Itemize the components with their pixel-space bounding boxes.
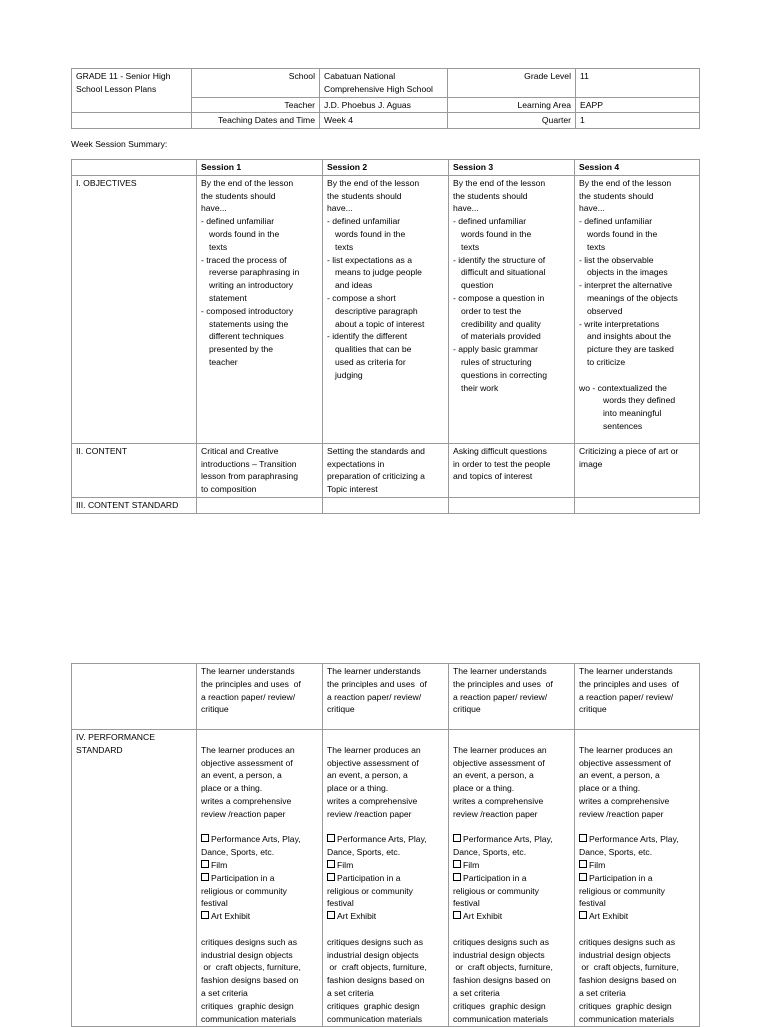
content-session-3 <box>449 443 575 497</box>
text-line: or craft objects, furniture, <box>579 962 679 973</box>
performance-standard-session-1 <box>197 730 323 1027</box>
checklist-text: Dance, Sports, etc. <box>327 847 401 858</box>
text-line: By the end of the lesson <box>579 177 672 188</box>
text-line: The learner understands <box>201 666 295 676</box>
text-line: Topic interest <box>327 484 378 495</box>
checklist-item <box>327 846 444 859</box>
text-line: order to test the <box>461 305 522 316</box>
content-standard-session-2 <box>323 664 449 730</box>
checkbox-icon <box>453 911 461 919</box>
text-line: place or a thing. <box>327 783 389 794</box>
text-line: - list expectations as a <box>327 254 413 265</box>
performance-standard-label: IV. PERFORMANCE STANDARD <box>72 730 197 1027</box>
checklist-text: Participation in a <box>463 872 527 883</box>
text-line: their work <box>461 382 499 393</box>
text-line: or craft objects, furniture, <box>327 962 427 973</box>
text-line: the students should <box>327 190 402 201</box>
text-line: a reaction paper/ review/ <box>201 691 296 702</box>
checkbox-icon <box>579 873 587 881</box>
text-line: The learner produces an <box>453 744 547 755</box>
checklist-text: Film <box>463 859 480 870</box>
checkbox-icon <box>579 911 587 919</box>
content-standard-session-1 <box>197 664 323 730</box>
checklist-item <box>579 833 695 846</box>
text-line: The learner understands <box>579 666 673 676</box>
text-line: review /reaction paper <box>579 808 664 819</box>
checklist-text: Participation in a <box>211 872 275 883</box>
text-line: credibility and quality <box>461 318 541 329</box>
text-line: place or a thing. <box>453 783 515 794</box>
checkbox-icon <box>201 860 209 868</box>
text-line: Asking difficult questions <box>453 445 547 456</box>
text-line: - list the observable <box>579 254 654 265</box>
checklist-item <box>327 833 444 846</box>
session-3-header: Session 3 <box>449 160 575 176</box>
week-session-summary-label: Week Session Summary: <box>71 139 168 149</box>
text-line: the students should <box>579 190 654 201</box>
text-line: difficult and situational <box>461 267 546 278</box>
dates-label: Teaching Dates and Time <box>192 113 320 129</box>
checklist-text: religious or community <box>579 885 665 896</box>
text-line: reverse paraphrasing in <box>209 267 300 278</box>
school-value: Cabatuan National Comprehensive High School <box>320 69 448 98</box>
teacher-value: J.D. Phoebus J. Aguas <box>320 97 448 113</box>
text-line: - compose a short <box>327 292 396 303</box>
checklist-item <box>453 910 570 923</box>
performance-standard-session-3 <box>449 730 575 1027</box>
standards-table <box>71 663 700 1027</box>
checklist-text: Participation in a <box>589 872 653 883</box>
session-2-header: Session 2 <box>323 160 449 176</box>
empty-cell <box>72 160 197 176</box>
checkbox-icon <box>201 834 209 842</box>
text-line: By the end of the lesson <box>327 177 420 188</box>
grade-level-value: 11 <box>576 69 700 98</box>
text-line: an event, a person, a <box>327 770 408 781</box>
text-line: writes a comprehensive <box>579 795 670 806</box>
content-session-2 <box>323 443 449 497</box>
checklist-item <box>327 897 444 910</box>
text-line: have... <box>201 203 227 214</box>
text-line: a reaction paper/ review/ <box>327 691 422 702</box>
text-line: and ideas <box>335 280 373 291</box>
text-line: words found in the <box>587 228 658 239</box>
text-line: critiques graphic design <box>201 1000 294 1011</box>
empty-cell <box>72 113 192 129</box>
text-line: critique <box>327 704 355 715</box>
text-line: about a topic of interest <box>335 318 425 329</box>
quarter-label: Quarter <box>448 113 576 129</box>
content-session-4 <box>575 443 700 497</box>
text-line: the principles and uses of <box>327 678 427 689</box>
text-line: critiques designs such as <box>201 936 298 947</box>
checklist-item <box>453 846 570 859</box>
checklist-item <box>327 872 444 885</box>
checklist-item <box>579 846 695 859</box>
checklist-text: Art Exhibit <box>337 911 377 922</box>
text-line: the principles and uses of <box>579 678 679 689</box>
text-line: communication materials <box>201 1013 297 1024</box>
text-line: introductions – Transition <box>201 458 297 469</box>
grade-title: GRADE 11 - Senior High School Lesson Plans <box>72 69 192 113</box>
text-line: preparation of criticizing a <box>327 471 425 482</box>
checklist-item <box>201 859 318 872</box>
checkbox-icon <box>453 860 461 868</box>
text-line: critique <box>453 704 481 715</box>
text-line: qualities that can be <box>335 344 412 355</box>
text-line: - defined unfamiliar <box>579 216 653 227</box>
checklist-text: Performance Arts, Play, <box>589 834 679 845</box>
learning-area-label: Learning Area <box>448 97 576 113</box>
text-line: have... <box>453 203 479 214</box>
text-line: rules of structuring <box>461 356 532 367</box>
checklist-item <box>201 897 318 910</box>
dates-value: Week 4 <box>320 113 448 129</box>
text-line: have... <box>327 203 353 214</box>
text-line: the principles and uses of <box>453 678 553 689</box>
checklist-item <box>201 872 318 885</box>
checklist-text: festival <box>327 898 354 909</box>
text-line: a set criteria <box>453 987 500 998</box>
text-line: and topics of interest <box>453 471 533 482</box>
text-line: teacher <box>209 356 238 367</box>
text-line: words found in the <box>209 228 280 239</box>
checklist-text: Dance, Sports, etc. <box>201 847 275 858</box>
empty-cell <box>323 497 449 513</box>
text-line: industrial design objects <box>579 949 671 960</box>
text-line: words they defined <box>603 395 676 406</box>
objectives-session-4 <box>575 175 700 443</box>
checkbox-icon <box>201 911 209 919</box>
text-line: or craft objects, furniture, <box>201 962 301 973</box>
text-line: words found in the <box>461 228 532 239</box>
text-line: picture they are tasked <box>587 344 674 355</box>
text-line: to criticize <box>587 356 626 367</box>
text-line: have... <box>579 203 605 214</box>
checklist-item <box>453 872 570 885</box>
checklist-text: Film <box>589 859 606 870</box>
content-standard-label: III. CONTENT STANDARD <box>72 497 197 513</box>
text-line: presented by the <box>209 344 274 355</box>
text-line: place or a thing. <box>579 783 641 794</box>
text-line: communication materials <box>453 1013 549 1024</box>
session-4-header: Session 4 <box>575 160 700 176</box>
text-line: used as criteria for <box>335 356 406 367</box>
text-line: texts <box>335 241 354 252</box>
checklist-item <box>579 872 695 885</box>
text-line: critiques designs such as <box>579 936 676 947</box>
objectives-session-1 <box>197 175 323 443</box>
text-line: critiques graphic design <box>579 1000 672 1011</box>
text-line: fashion designs based on <box>453 975 551 986</box>
checklist-text: Art Exhibit <box>589 911 629 922</box>
checkbox-icon <box>453 834 461 842</box>
checklist-item <box>327 885 444 898</box>
checkbox-icon <box>327 911 335 919</box>
session-1-header: Session 1 <box>197 160 323 176</box>
checklist-text: Performance Arts, Play, <box>463 834 553 845</box>
text-line: expectations in <box>327 458 385 469</box>
text-line: fashion designs based on <box>201 975 299 986</box>
text-line: Criticizing a piece of art or <box>579 445 679 456</box>
checklist-item <box>327 910 444 923</box>
text-line: objects in the images <box>587 267 668 278</box>
text-line: industrial design objects <box>327 949 419 960</box>
text-line: an event, a person, a <box>201 770 282 781</box>
objectives-session-2 <box>323 175 449 443</box>
empty-cell <box>575 497 700 513</box>
checklist-item <box>453 833 570 846</box>
text-line: sentences <box>603 420 643 431</box>
text-line: critiques graphic design <box>453 1000 546 1011</box>
checklist-item <box>579 897 695 910</box>
text-line: a set criteria <box>201 987 248 998</box>
text-line: of materials provided <box>461 331 541 342</box>
text-line: the students should <box>201 190 276 201</box>
grade-level-label: Grade Level <box>448 69 576 98</box>
text-line: - identify the different <box>327 331 408 342</box>
lesson-header-table <box>71 68 700 129</box>
learning-area-value: EAPP <box>576 97 700 113</box>
content-standard-session-3 <box>449 664 575 730</box>
text-line: - identify the structure of <box>453 254 546 265</box>
text-line: judging <box>335 369 363 380</box>
checklist-item <box>453 897 570 910</box>
text-line: question <box>461 280 494 291</box>
text-line: - defined unfamiliar <box>201 216 275 227</box>
text-line: - traced the process of <box>201 254 287 265</box>
checklist-item <box>579 859 695 872</box>
text-line: writes a comprehensive <box>201 795 292 806</box>
checklist-item <box>453 859 570 872</box>
text-line: - interpret the alternative <box>579 280 673 291</box>
checklist-item <box>579 910 695 923</box>
text-line: The learner understands <box>453 666 547 676</box>
text-line: texts <box>587 241 606 252</box>
text-line: writes a comprehensive <box>327 795 418 806</box>
text-line: a set criteria <box>579 987 626 998</box>
checklist-text: Art Exhibit <box>211 911 251 922</box>
text-line: wo - contextualized the <box>579 382 667 393</box>
performance-standard-session-4 <box>575 730 700 1027</box>
performance-standard-session-2 <box>323 730 449 1027</box>
text-line: communication materials <box>579 1013 675 1024</box>
checklist-item <box>201 846 318 859</box>
text-line: observed <box>587 305 623 316</box>
text-line: the students should <box>453 190 528 201</box>
checklist-item <box>201 833 318 846</box>
text-line: - apply basic grammar <box>453 344 539 355</box>
text-line: objective assessment of <box>327 757 419 768</box>
text-line: descriptive paragraph <box>335 305 418 316</box>
objectives-session-3 <box>449 175 575 443</box>
checklist-text: Participation in a <box>337 872 401 883</box>
text-line: By the end of the lesson <box>201 177 294 188</box>
text-line: texts <box>209 241 228 252</box>
text-line: review /reaction paper <box>453 808 538 819</box>
text-line: By the end of the lesson <box>453 177 546 188</box>
text-line: objective assessment of <box>201 757 293 768</box>
objectives-label: I. OBJECTIVES <box>72 175 197 443</box>
checkbox-icon <box>579 860 587 868</box>
text-line: - composed introductory <box>201 305 294 316</box>
empty-cell <box>72 664 197 730</box>
school-label: School <box>192 69 320 98</box>
text-line: means to judge people <box>335 267 422 278</box>
checklist-text: religious or community <box>453 885 539 896</box>
text-line: review /reaction paper <box>201 808 286 819</box>
empty-cell <box>449 497 575 513</box>
checklist-item <box>579 885 695 898</box>
text-line: - write interpretations <box>579 318 660 329</box>
text-line: fashion designs based on <box>327 975 425 986</box>
checkbox-icon <box>453 873 461 881</box>
text-line: a reaction paper/ review/ <box>453 691 548 702</box>
text-line: statement <box>209 292 247 303</box>
content-session-1 <box>197 443 323 497</box>
empty-cell <box>197 497 323 513</box>
text-line: review /reaction paper <box>327 808 412 819</box>
content-label: II. CONTENT <box>72 443 197 497</box>
checkbox-icon <box>579 834 587 842</box>
text-line: questions in correcting <box>461 369 547 380</box>
text-line: image <box>579 458 603 469</box>
checkbox-icon <box>327 860 335 868</box>
text-line: writing an introductory <box>209 280 294 291</box>
text-line: fashion designs based on <box>579 975 677 986</box>
text-line: critiques designs such as <box>327 936 424 947</box>
checklist-text: Dance, Sports, etc. <box>453 847 527 858</box>
checklist-text: Performance Arts, Play, <box>337 834 427 845</box>
text-line: an event, a person, a <box>453 770 534 781</box>
text-line: meanings of the objects <box>587 292 678 303</box>
teacher-label: Teacher <box>192 97 320 113</box>
text-line: or craft objects, furniture, <box>453 962 553 973</box>
text-line: communication materials <box>327 1013 423 1024</box>
text-line: statements using the <box>209 318 289 329</box>
text-line: texts <box>461 241 480 252</box>
session-summary-table <box>71 159 700 514</box>
text-line: into meaningful <box>603 408 662 419</box>
text-line: The learner produces an <box>201 744 295 755</box>
text-line: objective assessment of <box>453 757 545 768</box>
checklist-text: Dance, Sports, etc. <box>579 847 653 858</box>
text-line: industrial design objects <box>453 949 545 960</box>
text-line: in order to test the people <box>453 458 551 469</box>
text-line: critique <box>201 704 229 715</box>
text-line: - defined unfamiliar <box>453 216 527 227</box>
text-line: and insights about the <box>587 331 672 342</box>
checklist-item <box>327 859 444 872</box>
text-line: to composition <box>201 484 257 495</box>
text-line: the principles and uses of <box>201 678 301 689</box>
checklist-text: festival <box>453 898 480 909</box>
text-line: critiques graphic design <box>327 1000 420 1011</box>
text-line: objective assessment of <box>579 757 671 768</box>
content-standard-session-4 <box>575 664 700 730</box>
checklist-text: Art Exhibit <box>463 911 503 922</box>
text-line: writes a comprehensive <box>453 795 544 806</box>
text-line: The learner produces an <box>579 744 673 755</box>
checkbox-icon <box>201 873 209 881</box>
text-line: - compose a question in <box>453 292 545 303</box>
checklist-text: religious or community <box>327 885 413 896</box>
text-line: critiques designs such as <box>453 936 550 947</box>
checklist-text: festival <box>201 898 228 909</box>
text-line: The learner produces an <box>327 744 421 755</box>
text-line: Setting the standards and <box>327 445 425 456</box>
checklist-text: Film <box>337 859 354 870</box>
text-line: an event, a person, a <box>579 770 660 781</box>
text-line: - defined unfamiliar <box>327 216 401 227</box>
text-line: different techniques <box>209 331 284 342</box>
text-line: The learner understands <box>327 666 421 676</box>
checkbox-icon <box>327 834 335 842</box>
checklist-text: religious or community <box>201 885 287 896</box>
text-line: critique <box>579 704 607 715</box>
checklist-text: Performance Arts, Play, <box>211 834 301 845</box>
checklist-item <box>453 885 570 898</box>
quarter-value: 1 <box>576 113 700 129</box>
checklist-item <box>201 885 318 898</box>
checklist-item <box>201 910 318 923</box>
checklist-text: festival <box>579 898 606 909</box>
text-line: words found in the <box>335 228 406 239</box>
checklist-text: Film <box>211 859 228 870</box>
checkbox-icon <box>327 873 335 881</box>
text-line: a reaction paper/ review/ <box>579 691 674 702</box>
text-line: lesson from paraphrasing <box>201 471 298 482</box>
text-line: industrial design objects <box>201 949 293 960</box>
text-line: place or a thing. <box>201 783 263 794</box>
text-line: Critical and Creative <box>201 445 279 456</box>
text-line: a set criteria <box>327 987 374 998</box>
